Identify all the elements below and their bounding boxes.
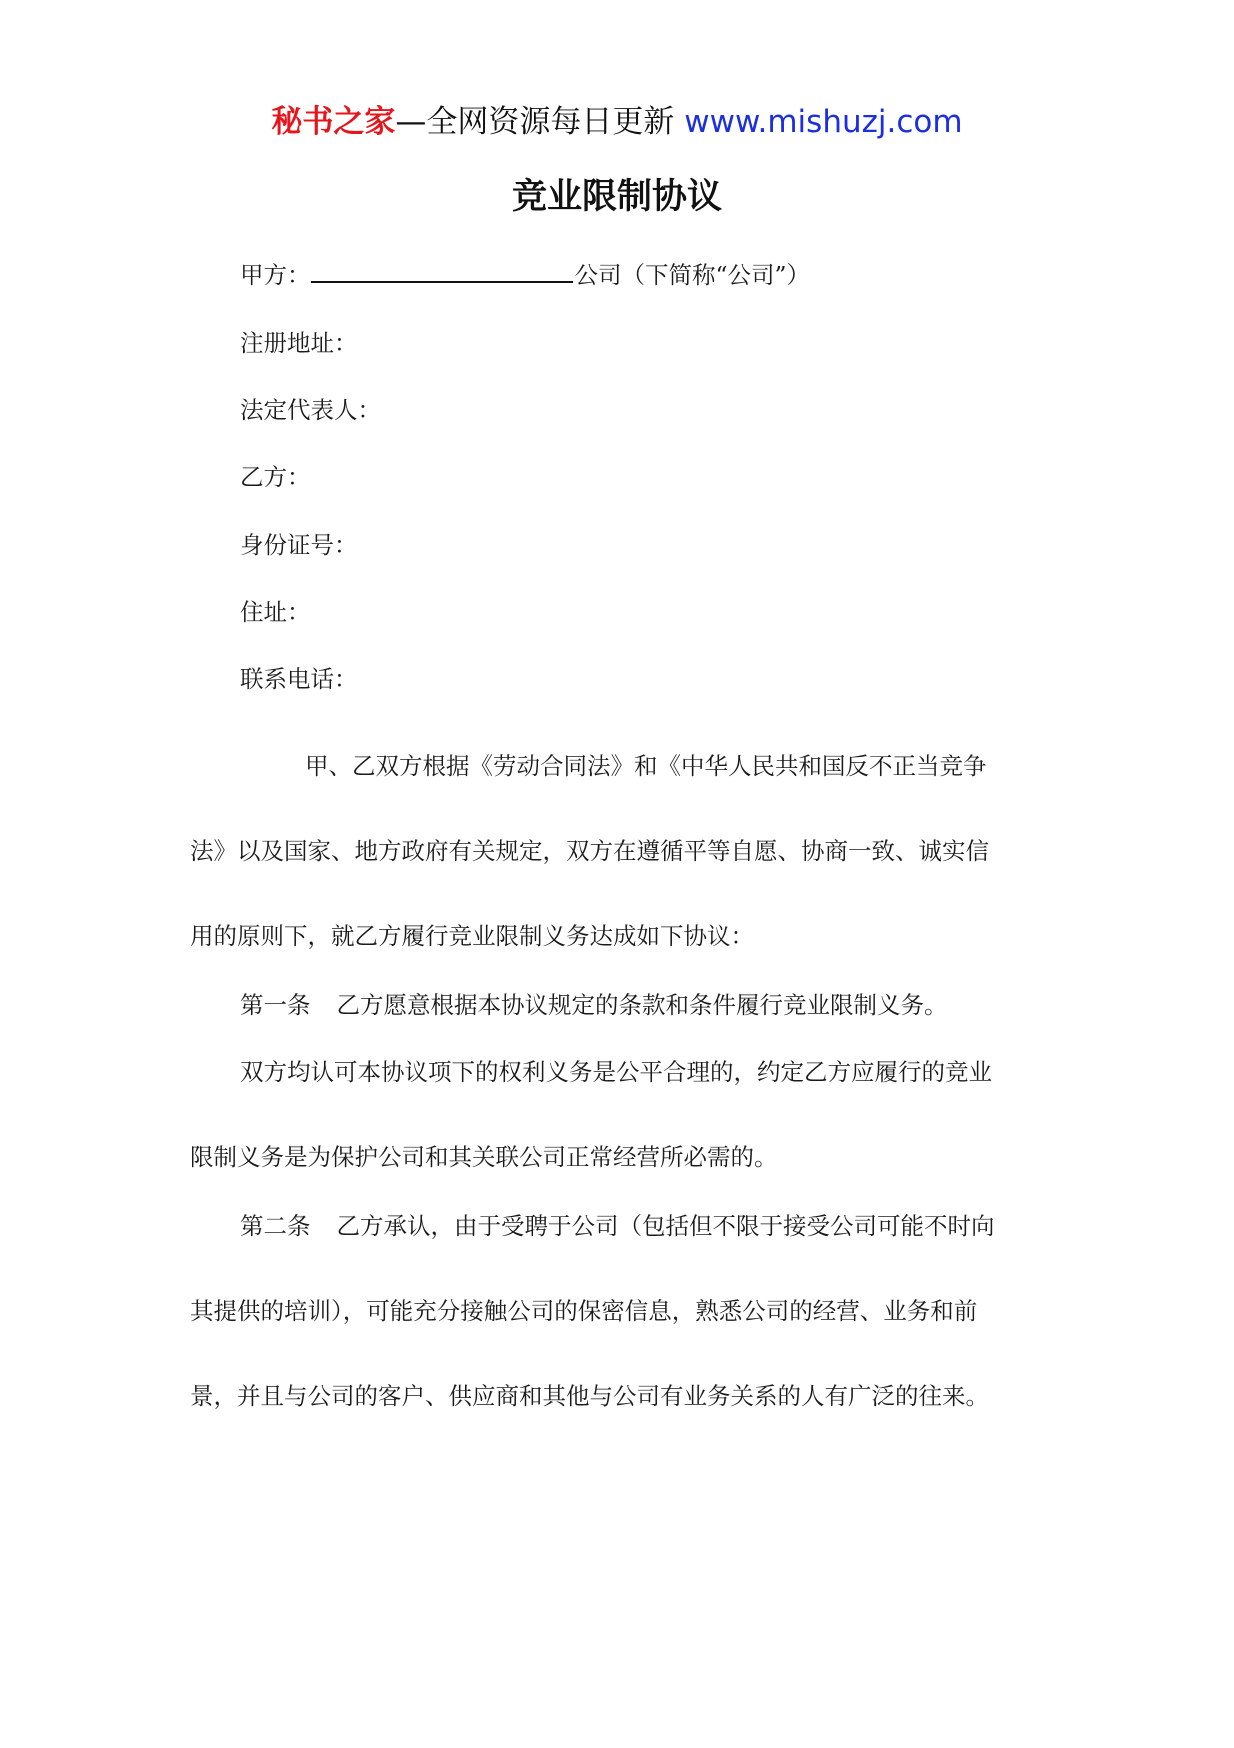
party-a-suffix: 公司（下简称“公司”） — [574, 261, 811, 289]
preamble-line-2: 法》以及国家、地方政府有关规定，双方在遵循平等自愿、协商一致、诚实信 — [190, 837, 989, 865]
preamble-line-3: 用的原则下，就乙方履行竞业限制义务达成如下协议： — [190, 922, 754, 950]
id-number-field: 身份证号： — [240, 531, 358, 559]
registered-address-field: 注册地址： — [240, 329, 358, 357]
header-tagline: —全网资源每日更新 — [395, 104, 675, 140]
party-a-line — [240, 258, 810, 292]
address-field: 住址： — [240, 598, 311, 626]
article-1-label: 第一条 — [240, 991, 311, 1019]
article-1-line — [240, 988, 948, 1022]
article-2-line-2: 其提供的培训），可能充分接触公司的保密信息，熟悉公司的经营、业务和前 — [190, 1297, 978, 1325]
party-b-field: 乙方： — [240, 463, 311, 491]
article-2-first: 乙方承认，由于受聘于公司（包括但不限于接受公司可能不时向 — [336, 1212, 995, 1240]
article-1-para-line-2: 限制义务是为保护公司和其关联公司正常经营所必需的。 — [190, 1143, 778, 1171]
article-2-line — [240, 1209, 995, 1243]
site-header — [0, 100, 1234, 144]
document-title: 竞业限制协议 — [511, 177, 722, 217]
article-2-label: 第二条 — [240, 1212, 311, 1240]
article-1-para-line-1: 双方均认可本协议项下的权利义务是公平合理的，约定乙方应履行的竞业 — [240, 1058, 992, 1086]
party-a-blank — [311, 259, 573, 283]
article-1-text: 乙方愿意根据本协议规定的条款和条件履行竞业限制义务。 — [336, 991, 948, 1019]
preamble-line-1: 甲、乙双方根据《劳动合同法》和《中华人民共和国反不正当竞争 — [305, 752, 987, 780]
legal-representative-field: 法定代表人： — [240, 396, 381, 424]
phone-field: 联系电话： — [240, 665, 358, 693]
article-2-line-3: 景，并且与公司的客户、供应商和其他与公司有业务关系的人有广泛的往来。 — [190, 1382, 989, 1410]
site-url-link[interactable]: www.mishuzj.com — [684, 104, 963, 140]
party-a-label: 甲方： — [240, 261, 311, 289]
brand-name: 秘书之家 — [271, 104, 396, 140]
